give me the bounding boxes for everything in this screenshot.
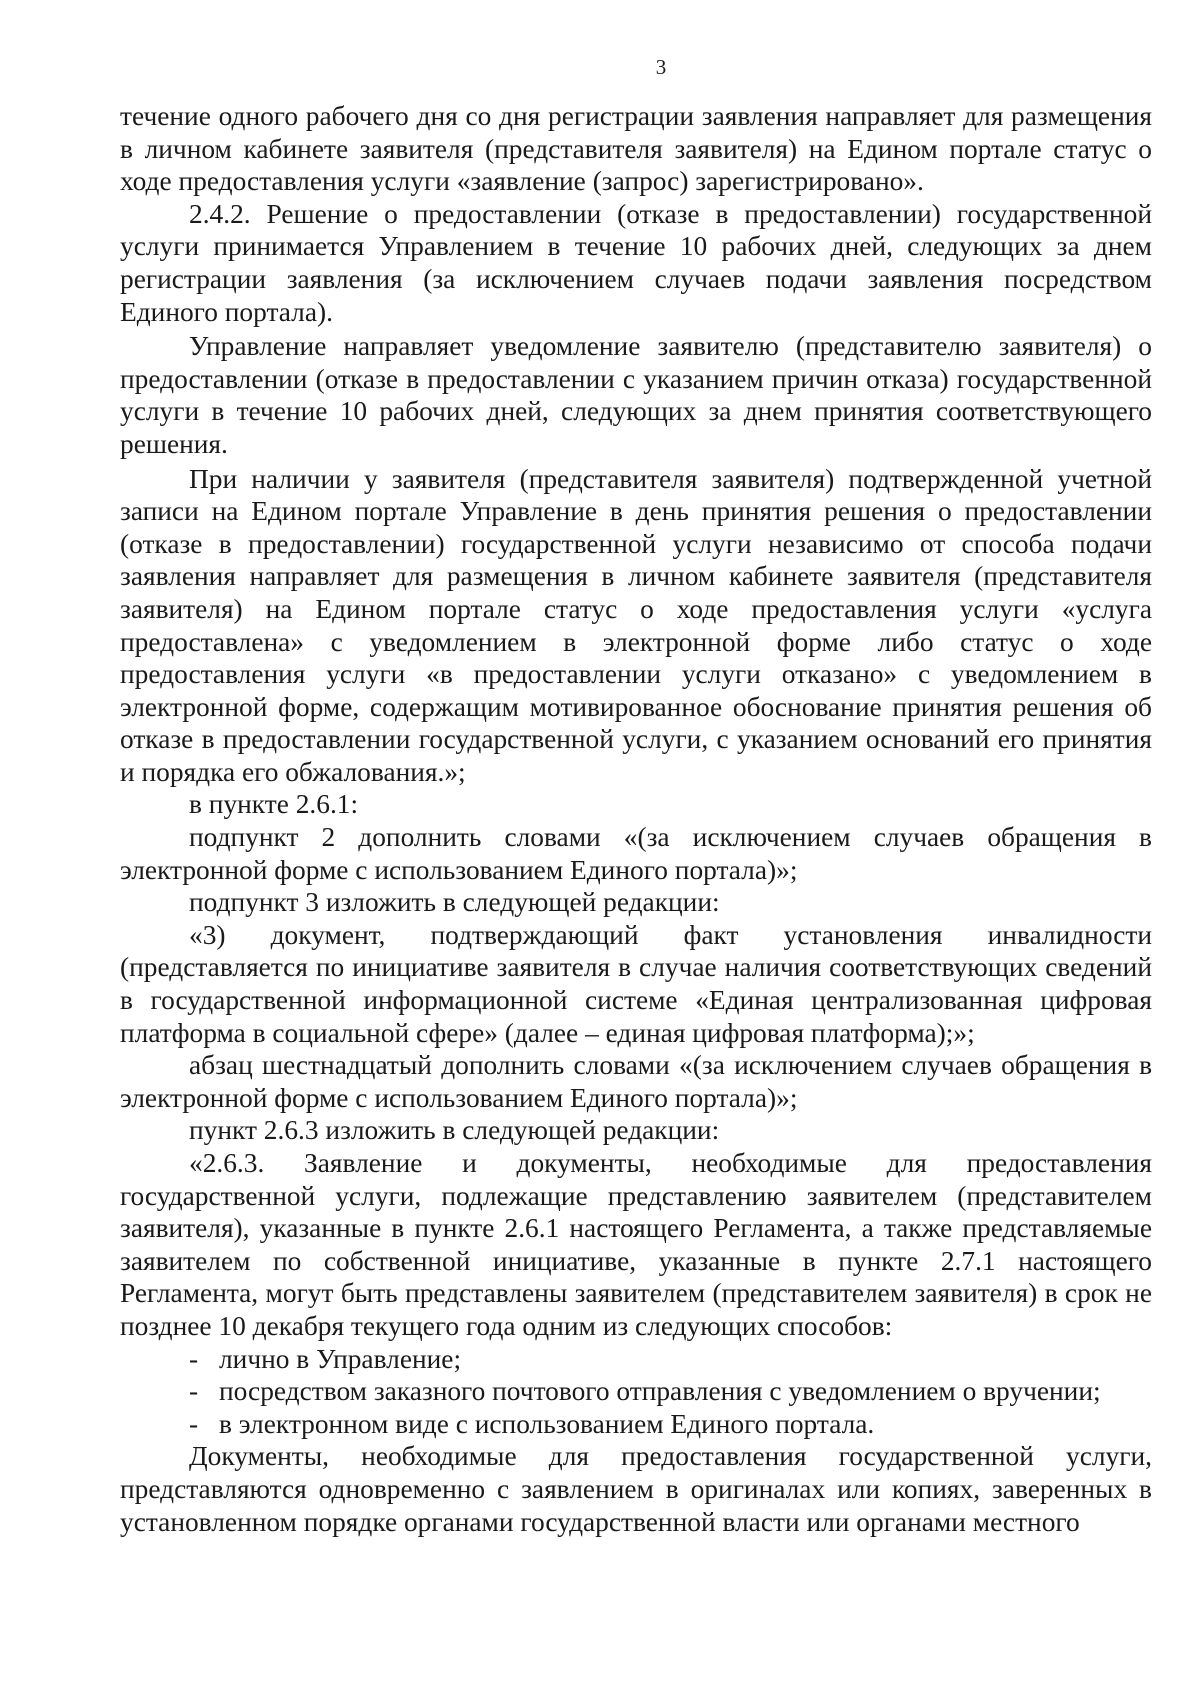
paragraph-documents-originals: Документы, необходимые для предоставления государственной услуги, представляются одновременно с заявлением в оригиналах или копиях, заверенных в установленном порядке органами государственной власти или органами местного (120, 1441, 1152, 1537)
list-item (120, 1408, 1152, 1441)
list-dash: - (189, 1408, 199, 1439)
page-number: 3 (655, 55, 667, 79)
paragraph-item-2-6-3: пункт 2.6.3 изложить в следующей редакции: (189, 1115, 720, 1146)
paragraph-2-6-3-text: «2.6.3. Заявление и документы, необходимые для предоставления государственной услуги, подлежащие представлению заявителем (представителем заявителя), указанные в пункте 2.6.1 настоящего Регламента, а также представляемые заявителем по собственной инициативе, указанные в пункте 2.7.1 настоящего Регламента, могут быть представлены заявителем (представителем заявителя) в срок не позднее 10 декабря текущего года одним из следующих способов: (120, 1148, 1152, 1341)
list-item-text: посредством заказного почтового отправления с уведомлением о вручении; (219, 1376, 1101, 1407)
paragraph-2-4-2: 2.4.2. Решение о предоставлении (отказе в предоставлении) государственной услуги принимается Управлением в течение 10 рабочих дней, следующих за днем регистрации заявления (за исключением случаев подачи заявления посредством Единого портала). (120, 198, 1152, 327)
list-item (120, 1375, 1152, 1408)
paragraph-subitem-2: подпункт 2 дополнить словами «(за исключением случаев обращения в электронной форме с использованием Единого портала)»; (120, 822, 1152, 885)
list-item-text: в электронном виде с использованием Единого портала. (219, 1408, 875, 1439)
paragraph-subitem-3: подпункт 3 изложить в следующей редакции: (189, 887, 720, 918)
paragraph-notification: Управление направляет уведомление заявителю (представителю заявителя) о предоставлении (отказе в предоставлении с указанием причин отказа) государственной услуги в течение 10 рабочих дней, следующих за днем принятия соответствующего решения. (120, 331, 1152, 459)
list-dash: - (189, 1376, 199, 1407)
list-dash: - (189, 1343, 199, 1374)
list-item-text: лично в Управление; (219, 1343, 462, 1374)
paragraph-account-status: При наличии у заявителя (представителя заявителя) подтвержденной учетной записи на Едином портале Управление в день принятия решения о предоставлении (отказе в предоставлении) государственной услуги независимо от способа подачи заявления направляет для размещения в личном кабинете заявителя (представителя заявителя) на Едином портале статус о ходе предоставления услуги «услуга предоставлена» с уведомлением в электронной форме либо статус о ходе предоставления услуги «в предоставлении услуги отказано» с уведомлением в электронной форме, содержащим мотивированное обоснование принятия решения об отказе в предоставлении государственной услуги, с указанием оснований его принятия и порядка его обжалования.»; (120, 463, 1152, 787)
paragraph-document-disability: «3) документ, подтверждающий факт установления инвалидности (представляется по инициативе заявителя в случае наличия соответствующих сведений в государственной информационной системе «Единая централизованная цифровая платформа в социальной сфере» (далее – единая цифровая платформа);»; (120, 919, 1152, 1048)
paragraph-item-2-6-1: в пункте 2.6.1: (189, 789, 359, 820)
paragraph-continuation: течение одного рабочего дня со дня регистрации заявления направляет для размещения в личном кабинете заявителя (представителя заявителя) на Едином портале статус о ходе предоставления услуги «заявление (запрос) зарегистрировано». (120, 101, 1152, 197)
paragraph-sixteenth-abzac: абзац шестнадцатый дополнить словами «(за исключением случаев обращения в электронной форме с использованием Единого портала)»; (120, 1050, 1152, 1113)
submission-methods-list (120, 1343, 1152, 1441)
list-item (120, 1343, 1152, 1376)
